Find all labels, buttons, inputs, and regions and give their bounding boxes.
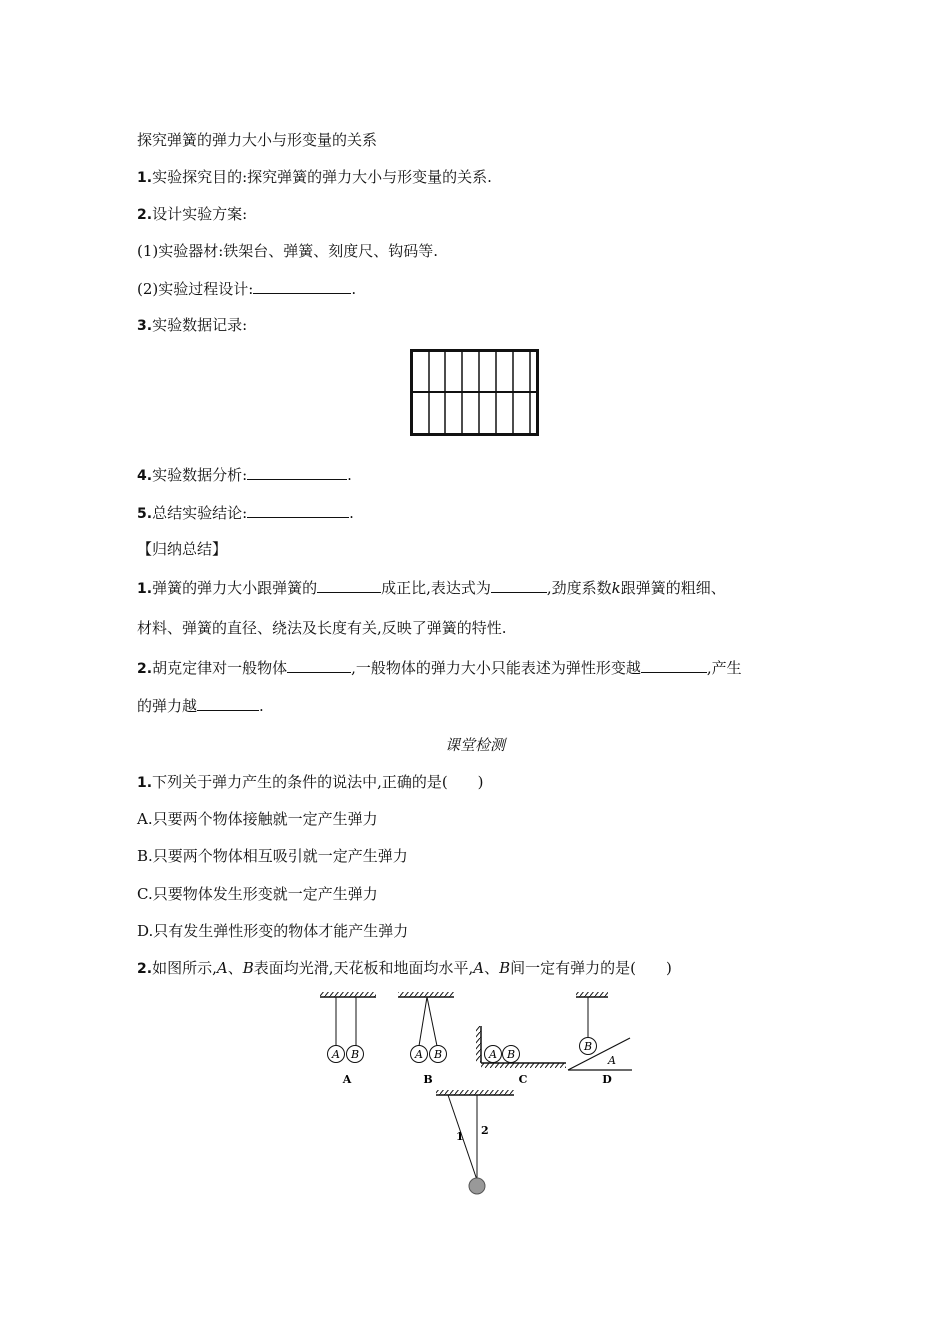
summary-1-text-b: 成正比,表达式为 xyxy=(381,579,491,597)
summary-2-text-b: ,一般物体的弹力大小只能表述为弹性形变越 xyxy=(351,659,641,677)
quiz-heading: 课堂检测 xyxy=(444,736,505,754)
answer-blank[interactable] xyxy=(197,695,259,711)
wedge-a-label: A xyxy=(608,1054,616,1067)
figure-label-a: A xyxy=(342,1073,352,1086)
question-2 xyxy=(137,958,672,979)
var-a: A xyxy=(473,959,485,977)
ball-b-label: B xyxy=(433,1048,443,1061)
step-5-number: 5. xyxy=(137,506,153,522)
question-1-option-d[interactable]: D.只有发生弹性形变的物体才能产生弹力 xyxy=(137,922,409,940)
ball-a-label: A xyxy=(489,1048,497,1061)
answer-blank[interactable] xyxy=(491,577,547,593)
summary-2-text-a: 胡克定律对一般物体 xyxy=(152,659,288,677)
option-d-diagram xyxy=(568,992,632,1086)
summary-2-number: 2. xyxy=(137,661,153,677)
summary-2-text-c: ,产生 xyxy=(706,659,742,677)
answer-blank[interactable] xyxy=(247,502,349,518)
answer-blank[interactable] xyxy=(253,278,351,294)
step-3-text: 实验数据记录: xyxy=(152,316,248,334)
summary-2-text-d: 的弹力越 xyxy=(137,697,198,715)
question-1-option-a[interactable]: A.只要两个物体接触就一定产生弹力 xyxy=(137,810,378,828)
answer-blank[interactable] xyxy=(641,657,707,673)
var-b: B xyxy=(499,959,511,977)
step-1-number: 1. xyxy=(137,170,153,186)
summary-point-2-cont: 的弹力越 . xyxy=(137,697,264,715)
question-2-text-c: 间一定有弹力的是( ) xyxy=(510,959,672,977)
figure-label-c: C xyxy=(518,1073,528,1086)
rope-2-label: 2 xyxy=(481,1124,489,1137)
rope-ball-figure xyxy=(430,1088,520,1198)
summary-1-number: 1. xyxy=(137,581,153,597)
answer-blank[interactable] xyxy=(247,464,347,480)
question-2-text-a: 如图所示, xyxy=(152,959,217,977)
var-a: A xyxy=(216,959,228,977)
summary-heading: 【归纳总结】 xyxy=(137,540,228,558)
question-1-option-b[interactable]: B.只要两个物体相互吸引就一定产生弹力 xyxy=(137,847,408,865)
step-2-process: (2)实验过程设计: . xyxy=(137,280,357,298)
step-4-number: 4. xyxy=(137,468,153,484)
option-a-diagram xyxy=(320,992,376,1086)
summary-point-1-cont: 材料、弹簧的直径、绕法及长度有关,反映了弹簧的特性. xyxy=(137,619,507,637)
separator: 、 xyxy=(227,959,243,977)
step-2-text: 设计实验方案: xyxy=(152,205,248,223)
question-1-number: 1. xyxy=(137,775,153,791)
step-1 xyxy=(137,167,492,188)
ball-b-label: B xyxy=(583,1040,593,1053)
summary-1-text-a: 弹簧的弹力大小跟弹簧的 xyxy=(152,579,318,597)
ball-a-label: A xyxy=(415,1048,423,1061)
question-2-text-b: 表面均光滑,天花板和地面均水平, xyxy=(253,959,474,977)
question-1 xyxy=(137,772,484,793)
step-2-process-text: (2)实验过程设计: xyxy=(137,280,254,298)
option-c-diagram xyxy=(476,1026,566,1086)
var-b: B xyxy=(242,959,254,977)
rope-1-label: 1 xyxy=(456,1130,464,1143)
step-3-number: 3. xyxy=(137,318,153,334)
answer-blank[interactable] xyxy=(317,577,381,593)
ball-b-label: B xyxy=(506,1048,516,1061)
data-record-table xyxy=(410,349,540,437)
ball-a-label: A xyxy=(332,1048,340,1061)
step-2-materials: (1)实验器材:铁架台、弹簧、刻度尺、钩码等. xyxy=(137,242,439,260)
figure-label-b: B xyxy=(423,1073,433,1086)
spring-constant-k: k xyxy=(611,579,621,597)
step-1-text: 实验探究目的:探究弹簧的弹力大小与形变量的关系. xyxy=(152,168,492,186)
ball-b-label: B xyxy=(350,1048,360,1061)
figure-label-d: D xyxy=(602,1073,612,1086)
step-3 xyxy=(137,315,247,336)
summary-1-text-c: ,劲度系数 xyxy=(546,579,612,597)
answer-blank[interactable] xyxy=(287,657,351,673)
option-b-diagram xyxy=(398,992,454,1086)
summary-1-text-d: 跟弹簧的粗细、 xyxy=(620,579,726,597)
step-5-text: 总结实验结论: xyxy=(152,504,248,522)
step-2-number: 2. xyxy=(137,207,153,223)
step-4-text: 实验数据分析: xyxy=(152,466,248,484)
question-1-text: 下列关于弹力产生的条件的说法中,正确的是( ) xyxy=(152,773,484,791)
summary-point-2 xyxy=(137,657,742,679)
step-4: 4.实验数据分析: . xyxy=(137,466,352,484)
summary-point-1 xyxy=(137,577,726,599)
question-1-option-c[interactable]: C.只要物体发生形变就一定产生弹力 xyxy=(137,885,378,903)
step-2 xyxy=(137,204,247,225)
question-2-figure xyxy=(310,990,640,1095)
separator: 、 xyxy=(484,959,500,977)
question-2-number: 2. xyxy=(137,961,153,977)
page-title: 探究弹簧的弹力大小与形变量的关系 xyxy=(137,131,378,149)
step-5: 5.总结实验结论: . xyxy=(137,504,354,522)
